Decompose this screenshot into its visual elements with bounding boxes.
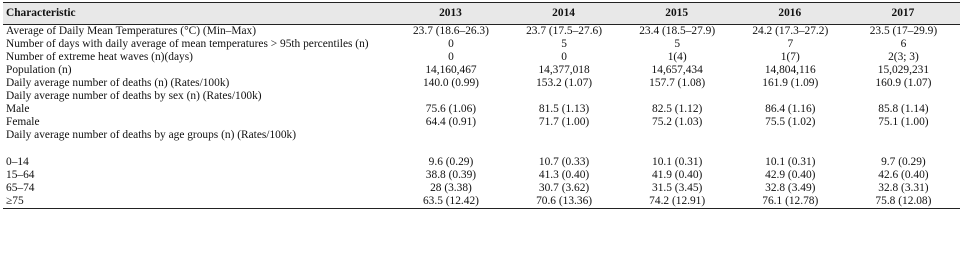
cell-value: 10.7 (0.33) xyxy=(538,156,590,168)
header-year-2017: 2017 xyxy=(847,3,960,25)
cell-value: 161.9 (1.09) xyxy=(762,77,819,89)
cell-value xyxy=(508,142,621,156)
cell-value: 9.7 (0.29) xyxy=(881,156,926,168)
table-row xyxy=(3,142,960,156)
row-label: Population (n) xyxy=(6,64,72,76)
row-label: Average of Daily Mean Temperatures (°C) (Min–Max) xyxy=(6,25,257,37)
cell-value: 24.2 (17.3–27.2) xyxy=(752,25,829,37)
cell-value: 157.7 (1.08) xyxy=(649,77,706,89)
cell-value: 75.5 (1.02) xyxy=(765,116,816,128)
cell-value xyxy=(847,142,960,156)
cell-value: 75.8 (12.08) xyxy=(847,195,960,209)
cell-value: 23.7 (18.6–26.3) xyxy=(412,25,489,37)
cell-value: 82.5 (1.12) xyxy=(652,103,703,115)
cell-value: 9.6 (0.29) xyxy=(428,156,474,168)
cell-value xyxy=(508,90,621,103)
table-body xyxy=(3,25,960,209)
cell-value: 14,377,018 xyxy=(538,64,590,76)
cell-value xyxy=(394,90,507,103)
table-row xyxy=(3,156,960,169)
cell-value: 140.0 (0.99) xyxy=(422,77,479,89)
cell-value: 32.8 (3.49) xyxy=(765,182,816,194)
cell-value: 0 xyxy=(448,51,454,63)
row-label: Male xyxy=(6,103,30,115)
cell-value xyxy=(734,90,847,103)
cell-value: 75.1 (1.00) xyxy=(878,116,929,128)
cell-value: 14,160,467 xyxy=(425,64,477,76)
row-label: 0–14 xyxy=(6,156,29,168)
header-year-2016: 2016 xyxy=(734,3,847,25)
cell-value: 32.8 (3.31) xyxy=(878,182,929,194)
header-characteristic: Characteristic xyxy=(3,3,394,25)
row-label: 65–74 xyxy=(6,182,35,194)
header-year-2015: 2015 xyxy=(621,3,734,25)
cell-value: 23.7 (17.5–27.6) xyxy=(526,25,603,37)
cell-value: 42.6 (0.40) xyxy=(878,169,929,181)
cell-value: 71.7 (1.00) xyxy=(538,116,590,128)
row-label: Female xyxy=(6,116,40,128)
row-label: ≥75 xyxy=(3,195,394,209)
cell-value: 1(7) xyxy=(780,51,800,63)
cell-value: 2(3; 3) xyxy=(888,51,919,63)
cell-value xyxy=(621,142,734,156)
table-row xyxy=(3,25,960,39)
table-row xyxy=(3,129,960,142)
row-label: Daily average number of deaths (n) (Rates/100k) xyxy=(6,77,230,89)
cell-value: 6 xyxy=(900,38,907,50)
cell-value: 42.9 (0.40) xyxy=(765,169,816,181)
cell-value: 70.6 (13.36) xyxy=(508,195,621,209)
table-row xyxy=(3,116,960,129)
cell-value xyxy=(508,129,621,142)
cell-value: 41.3 (0.40) xyxy=(538,169,590,181)
cell-value: 64.4 (0.91) xyxy=(425,116,477,128)
row-label: Number of days with daily average of mean temperatures > 95th percentiles (n) xyxy=(6,38,369,50)
cell-value: 153.2 (1.07) xyxy=(536,77,593,89)
cell-value: 7 xyxy=(787,38,794,50)
characteristics-table xyxy=(3,2,960,209)
row-label: Number of extreme heat waves (n)(days) xyxy=(6,51,193,63)
cell-value xyxy=(847,90,960,103)
row-label xyxy=(3,142,394,156)
cell-value: 10.1 (0.31) xyxy=(765,156,816,168)
cell-value: 41.9 (0.40) xyxy=(652,169,703,181)
cell-value: 86.4 (1.16) xyxy=(765,103,816,115)
cell-value: 38.8 (0.39) xyxy=(425,169,477,181)
table-row xyxy=(3,195,960,209)
cell-value: 81.5 (1.13) xyxy=(538,103,590,115)
cell-value: 74.2 (12.91) xyxy=(621,195,734,209)
cell-value: 14,804,116 xyxy=(764,64,816,76)
cell-value: 5 xyxy=(674,38,681,50)
table-row xyxy=(3,90,960,103)
table-row xyxy=(3,169,960,182)
cell-value xyxy=(621,90,734,103)
cell-value: 75.6 (1.06) xyxy=(425,103,477,115)
cell-value xyxy=(394,129,507,142)
table-row xyxy=(3,38,960,51)
cell-value: 85.8 (1.14) xyxy=(878,103,929,115)
table-row xyxy=(3,64,960,77)
cell-value: 15,029,231 xyxy=(877,64,930,76)
cell-value: 23.4 (18.5–27.9) xyxy=(639,25,716,37)
cell-value: 75.2 (1.03) xyxy=(652,116,703,128)
header-row xyxy=(3,3,960,25)
cell-value: 14,657,434 xyxy=(651,64,703,76)
cell-value: 0 xyxy=(561,51,567,63)
cell-value: 160.9 (1.07) xyxy=(875,77,932,89)
cell-value: 28 (3.38) xyxy=(430,182,472,194)
cell-value: 30.7 (3.62) xyxy=(538,182,590,194)
cell-value xyxy=(394,142,507,156)
table-row xyxy=(3,77,960,90)
cell-value xyxy=(734,129,847,142)
cell-value: 1(4) xyxy=(667,51,687,63)
table-row xyxy=(3,51,960,64)
row-label: Daily average number of deaths by age groups (n) (Rates/100k) xyxy=(6,129,297,141)
cell-value: 0 xyxy=(448,38,454,50)
cell-value xyxy=(847,129,960,142)
cell-value: 23.5 (17–29.9) xyxy=(869,25,938,37)
cell-value: 76.1 (12.78) xyxy=(734,195,847,209)
cell-value xyxy=(734,142,847,156)
cell-value: 31.5 (3.45) xyxy=(652,182,703,194)
cell-value: 5 xyxy=(561,38,567,50)
header-year-2013: 2013 xyxy=(394,3,507,25)
header-year-2014: 2014 xyxy=(508,3,621,25)
cell-value: 10.1 (0.31) xyxy=(652,156,703,168)
table-header xyxy=(3,3,960,25)
table-row xyxy=(3,103,960,116)
table-row xyxy=(3,182,960,195)
cell-value: 63.5 (12.42) xyxy=(394,195,507,209)
cell-value xyxy=(621,129,734,142)
row-label: 15–64 xyxy=(6,169,35,181)
row-label: Daily average number of deaths by sex (n) (Rates/100k) xyxy=(6,90,262,102)
